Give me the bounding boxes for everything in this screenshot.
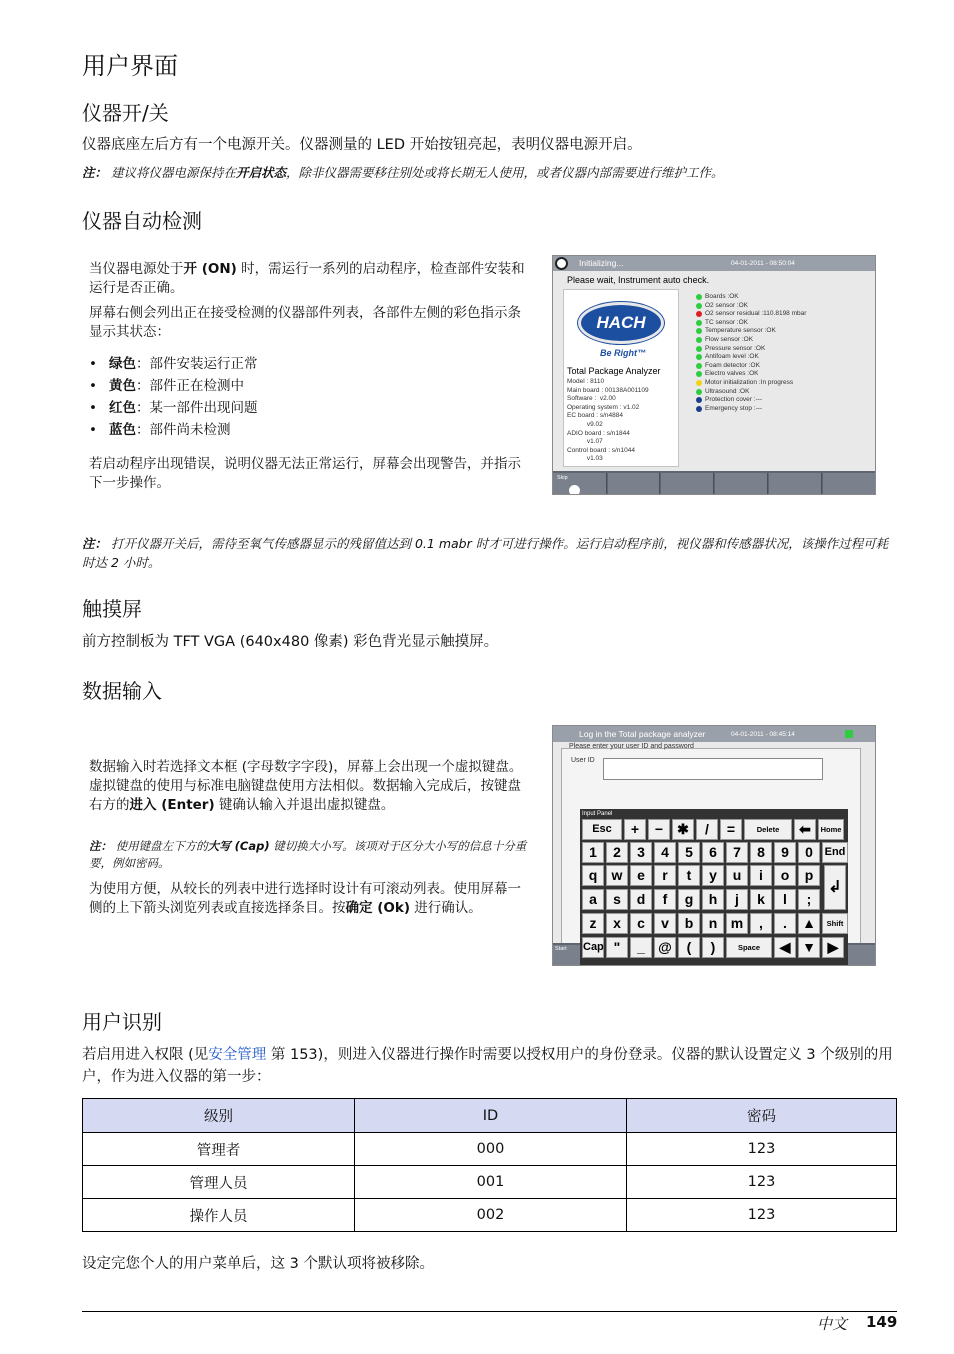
col-header-password: 密码	[627, 1099, 897, 1133]
status-dot-icon	[696, 311, 702, 317]
keyboard-key[interactable]: "	[606, 937, 628, 958]
section-title-user-id: 用户识别	[82, 1010, 162, 1034]
keyboard-key[interactable]: ▶	[822, 937, 844, 958]
keyboard-key[interactable]: k	[750, 889, 772, 910]
table-row: 管理者 000 123	[83, 1133, 897, 1166]
keyboard-key[interactable]: z	[582, 913, 604, 934]
virtual-keyboard: Input Panel Esc + − ✱ / = Delete ⬅ Home 1 2 3 4 5 6 7 8 9 0 End q w e r t y u i o p a s d f g h j k l ; z x c v b n m , . ▲ Shift Cap " _ @ ( ) Space ◀ ▼ ▶ ↲	[580, 809, 848, 966]
autocheck-para-1: 当仪器电源处于开 (ON) 时，需运行一系列的启动程序，检查部件安装和运行是否正确。	[89, 261, 525, 296]
power-paragraph: 仪器底座左后方有一个电源开关。仪器测量的 LED 开始按钮亮起，表明仪器电源开启。	[82, 137, 642, 153]
status-row: Emergency stop :---	[695, 405, 806, 414]
keyboard-key[interactable]: 6	[702, 842, 724, 863]
table-header-row	[83, 1099, 897, 1133]
keyboard-key[interactable]: s	[606, 889, 628, 910]
status-dot-icon	[696, 337, 702, 343]
status-row: O2 sensor :OK	[695, 302, 806, 311]
keyboard-key[interactable]: 1	[582, 842, 604, 863]
section-title-data-entry: 数据输入	[82, 679, 162, 703]
status-dot-icon	[696, 363, 702, 369]
status-dot-icon	[696, 397, 702, 403]
keyboard-key[interactable]: ▲	[798, 913, 820, 934]
status-dot-icon	[696, 303, 702, 309]
screen-title-bar: Initializing... 04-01-2011 - 08:50:04	[553, 256, 875, 271]
keyboard-key[interactable]: ▼	[798, 937, 820, 958]
col-header-id: ID	[355, 1099, 627, 1133]
keyboard-key[interactable]: w	[606, 865, 628, 886]
keyboard-key[interactable]: y	[702, 865, 724, 886]
keyboard-key[interactable]: Delete	[744, 819, 792, 840]
status-row: Temperature sensor :OK	[695, 327, 806, 336]
footer-language: 中文	[817, 1315, 848, 1333]
footer-divider	[82, 1311, 897, 1312]
list-item: • 蓝色：部件尚未检测	[89, 419, 529, 441]
keyboard-key[interactable]: End	[822, 842, 848, 863]
keyboard-key[interactable]: ;	[798, 889, 820, 910]
status-dot-icon	[696, 346, 702, 352]
skip-button[interactable]: Skip	[553, 473, 607, 494]
product-name: Total Package Analyzer	[567, 366, 661, 376]
keyboard-key[interactable]: i	[750, 865, 772, 886]
page-number: 149	[866, 1313, 898, 1331]
keyboard-key[interactable]: 5	[678, 842, 700, 863]
user-id-input[interactable]	[603, 758, 823, 780]
keyboard-key[interactable]: t	[678, 865, 700, 886]
keyboard-key[interactable]: Home	[818, 819, 844, 840]
autocheck-para-3: 若启动程序出现错误，说明仪器无法正常运行，屏幕会出现警告，并指示下一步操作。	[89, 456, 521, 491]
keyboard-key[interactable]: Cap	[582, 937, 604, 958]
keyboard-key[interactable]: m	[726, 913, 748, 934]
list-item: • 绿色：部件安装运行正常	[89, 353, 529, 375]
keyboard-key[interactable]: e	[630, 865, 652, 886]
keyboard-key[interactable]: u	[726, 865, 748, 886]
user-id-after-text: 设定完您个人的用户菜单后，这 3 个默认项将被移除。	[82, 1256, 434, 1272]
keyboard-key[interactable]: /	[696, 819, 718, 840]
play-icon	[569, 485, 580, 495]
keyboard-key[interactable]: −	[648, 819, 670, 840]
security-link[interactable]: 安全管理	[208, 1047, 267, 1063]
keyboard-key[interactable]: Esc	[582, 819, 622, 840]
keyboard-key[interactable]: 4	[654, 842, 676, 863]
clock-icon	[555, 257, 568, 270]
keyboard-key[interactable]: f	[654, 889, 676, 910]
keyboard-key[interactable]: +	[624, 819, 646, 840]
keyboard-key[interactable]: a	[582, 889, 604, 910]
section-title-touchscreen: 触摸屏	[82, 597, 142, 621]
status-row: Electro valves :OK	[695, 370, 806, 379]
default-users-table	[82, 1098, 897, 1232]
keyboard-key[interactable]: @	[654, 937, 676, 958]
enter-key[interactable]: ↲	[824, 865, 846, 910]
section-title-power: 仪器开/关	[82, 101, 169, 125]
footer-button[interactable]	[769, 473, 822, 494]
keyboard-key[interactable]: (	[678, 937, 700, 958]
status-row: Pressure sensor :OK	[695, 345, 806, 354]
data-entry-para-2: 为使用方便，从较长的列表中进行选择时设计有可滚动列表。使用屏幕一侧的上下箭头浏览列表或直接选择条目。按确定 (Ok) 进行确认。	[89, 881, 521, 916]
list-item: • 黄色：部件正在检测中	[89, 375, 529, 397]
status-dot-icon	[696, 294, 702, 300]
keyboard-key[interactable]: p	[798, 865, 820, 886]
hach-logo: HACH Be Right™	[570, 296, 674, 360]
login-keyboard-screenshot	[552, 725, 876, 966]
keyboard-key[interactable]: )	[702, 937, 724, 958]
footer-button[interactable]	[608, 473, 660, 494]
screen-title-bar: Log in the Total package analyzer 04-01-2011 - 08:45:14	[553, 726, 875, 742]
keyboard-key[interactable]: 3	[630, 842, 652, 863]
screen-footer-bar	[553, 471, 875, 495]
status-dot-icon	[696, 380, 702, 386]
footer-button[interactable]	[661, 473, 714, 494]
status-indicator-icon	[845, 730, 853, 738]
list-item: • 红色：某一部件出现问题	[89, 397, 529, 419]
login-prompt: Please enter your user ID and password	[569, 743, 694, 750]
footer-button[interactable]	[715, 473, 768, 494]
autocheck-note: 注： 打开仪器开关后，需待至氧气传感器显示的残留值达到 0.1 mabr 时才可进行操作。运行启动程序前，视仪器和传感器状况，该操作过程可耗时达 2 小时。	[82, 536, 889, 570]
keyboard-key[interactable]: ✱	[672, 819, 694, 840]
status-row: Motor initialization :In progress	[695, 379, 806, 388]
keyboard-key[interactable]: 2	[606, 842, 628, 863]
table-row: 操作人员 002 123	[83, 1199, 897, 1232]
status-dot-icon	[696, 406, 702, 412]
keyboard-key[interactable]: o	[774, 865, 796, 886]
col-header-level: 级别	[83, 1099, 355, 1133]
touchscreen-paragraph: 前方控制板为 TFT VGA (640x480 像素) 彩色背光显示触摸屏。	[82, 634, 499, 650]
autocheck-para-2: 屏幕右侧会列出正在接受检测的仪器部件列表，各部件左侧的彩色指示条显示其状态：	[89, 305, 521, 340]
status-dot-icon	[696, 389, 702, 395]
keyboard-key[interactable]: b	[678, 913, 700, 934]
keyboard-key[interactable]: j	[726, 889, 748, 910]
keyboard-key[interactable]: d	[630, 889, 652, 910]
keyboard-key[interactable]: _	[630, 937, 652, 958]
status-color-list	[89, 353, 529, 441]
start-button[interactable]: Start	[553, 945, 607, 965]
power-note: 注： 建议将仪器电源保持在开启状态，除非仪器需要移往别处或将长期无人使用，或者仪器内部需要进行维护工作。	[82, 165, 724, 180]
keyboard-key[interactable]: 7	[726, 842, 748, 863]
keyboard-key[interactable]: h	[702, 889, 724, 910]
keyboard-key[interactable]: ,	[750, 913, 772, 934]
status-row: Foam detector :OK	[695, 362, 806, 371]
status-row: TC sensor :OK	[695, 319, 806, 328]
keyboard-key[interactable]: l	[774, 889, 796, 910]
data-entry-para-1: 数据输入时若选择文本框 (字母数字字段)，屏幕上会出现一个虚拟键盘。虚拟键盘的使用与标准电脑键盘使用方法相似。数据输入完成后，按键盘右方的进入 (Enter) 键确认输入并退出虚拟键盘。	[89, 759, 523, 813]
keyboard-key[interactable]: ⬅	[794, 819, 816, 840]
instrument-info: Model : 8110 Main board : 00138A001109 Software : v2.00 Operating system : v1.02 EC board : s/n4884 v9.02 ADIO board : s/n1844 v1.07 Control board : s/n1044 v1.03	[567, 378, 649, 463]
user-id-label: User ID	[571, 757, 595, 764]
keyboard-key[interactable]: .	[774, 913, 796, 934]
keyboard-key[interactable]: 0	[798, 842, 820, 863]
component-status-list	[695, 293, 806, 413]
user-id-paragraph: 若启用进入权限 (见安全管理 第 153)，则进入仪器进行操作时需要以授权用户的身份登录。仪器的默认设置定义 3 个级别的用户，作为进入仪器的第一步：	[82, 1047, 893, 1085]
table-row: 管理人员 001 123	[83, 1166, 897, 1199]
keyboard-key[interactable]: 8	[750, 842, 772, 863]
keyboard-key[interactable]: x	[606, 913, 628, 934]
section-title-autocheck: 仪器自动检测	[82, 209, 202, 233]
status-row: Ultrasound :OK	[695, 388, 806, 397]
keyboard-key[interactable]: r	[654, 865, 676, 886]
keyboard-key[interactable]: c	[630, 913, 652, 934]
keyboard-key[interactable]: q	[582, 865, 604, 886]
status-row: Antifoam level :OK	[695, 353, 806, 362]
status-row: Boards :OK	[695, 293, 806, 302]
keyboard-key[interactable]: Shift	[822, 913, 848, 934]
keyboard-key[interactable]: ◀	[774, 937, 796, 958]
keyboard-key[interactable]: g	[678, 889, 700, 910]
footer-button[interactable]	[823, 473, 876, 494]
keyboard-key[interactable]: Space	[726, 937, 772, 958]
keyboard-key[interactable]: 9	[774, 842, 796, 863]
page-title: 用户界面	[82, 52, 178, 80]
status-row: Flow sensor :OK	[695, 336, 806, 345]
instrument-info-pane	[563, 289, 679, 467]
keyboard-key[interactable]: v	[654, 913, 676, 934]
data-entry-note: 注： 使用键盘左下方的大写 (Cap) 键切换大小写。该项对于区分大小写的信息十分重要，例如密码。	[89, 839, 527, 870]
status-dot-icon	[696, 354, 702, 360]
status-dot-icon	[696, 328, 702, 334]
screen-message: Please wait, Instrument auto check.	[567, 275, 710, 285]
status-dot-icon	[696, 320, 702, 326]
status-row: Protection cover :---	[695, 396, 806, 405]
status-row: O2 sensor residual :110.8198 mbar	[695, 310, 806, 319]
keyboard-key[interactable]: =	[720, 819, 742, 840]
note-label: 注：	[82, 165, 108, 180]
keyboard-key[interactable]: n	[702, 913, 724, 934]
status-dot-icon	[696, 371, 702, 377]
initializing-screenshot	[552, 255, 876, 495]
